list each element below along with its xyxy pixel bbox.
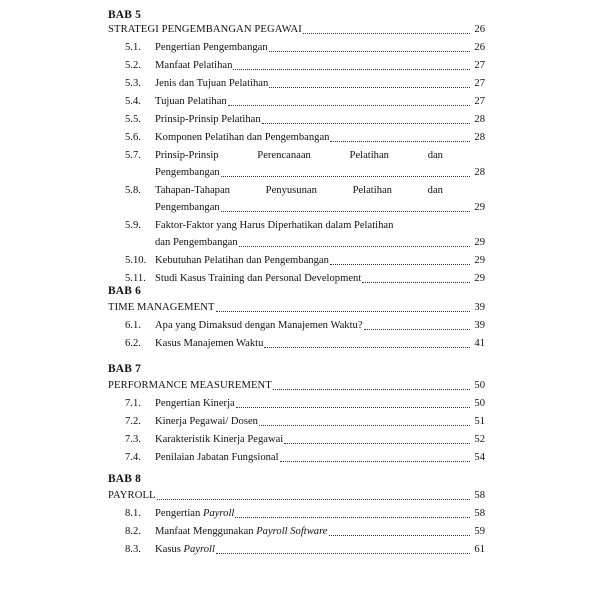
leader-dots — [280, 461, 470, 462]
leader-dots — [284, 443, 470, 444]
toc-item-5-3[interactable] — [125, 79, 485, 90]
title-word: Perencanaan — [257, 150, 311, 161]
page-number: 50 — [474, 398, 485, 409]
page-number: 59 — [474, 526, 485, 537]
item-number: 5.5. — [125, 114, 141, 125]
bab6-label: BAB 6 — [108, 285, 141, 297]
toc-item-5-8-cont[interactable] — [155, 203, 485, 214]
item-number: 5.9. — [125, 220, 141, 231]
title-plain: Kasus — [155, 544, 184, 555]
page-number: 26 — [474, 42, 485, 53]
item-title-justified — [155, 186, 443, 197]
item-title — [155, 545, 215, 556]
leader-dots — [330, 141, 470, 142]
page-number: 28 — [474, 167, 485, 178]
item-title: Pengertian Pengembangan — [155, 42, 268, 53]
leader-dots — [157, 499, 470, 500]
item-title: Jenis dan Tujuan Pelatihan — [155, 78, 269, 89]
page-number: 27 — [474, 78, 485, 89]
page-number: 26 — [474, 24, 485, 35]
toc-item-8-1[interactable] — [125, 509, 485, 520]
item-number: 7.1. — [125, 398, 141, 409]
leader-dots — [264, 347, 470, 348]
item-title-continued: Pengembangan — [155, 202, 220, 213]
leader-dots — [259, 425, 470, 426]
item-number: 5.8. — [125, 185, 141, 196]
chapter-title: PAYROLL — [108, 490, 156, 501]
leader-dots — [221, 211, 470, 212]
item-title: Prinsip-Prinsip Pelatihan — [155, 114, 261, 125]
bab8-label: BAB 8 — [108, 473, 141, 485]
item-title: Faktor-Faktor yang Harus Diperhatikan dalam Pelatihan — [155, 220, 394, 231]
item-title: Tujuan Pelatihan — [155, 96, 227, 107]
item-number: 7.3. — [125, 434, 141, 445]
page-number: 29 — [474, 255, 485, 266]
item-number: 5.1. — [125, 42, 141, 53]
item-number: 5.3. — [125, 78, 141, 89]
toc-item-5-6[interactable] — [125, 133, 485, 144]
page-number: 27 — [474, 60, 485, 71]
title-word: dan — [427, 185, 443, 196]
toc-item-7-2[interactable] — [125, 417, 485, 428]
toc-item-5-7-cont[interactable] — [155, 168, 485, 179]
toc-item-6-1[interactable] — [125, 321, 485, 332]
toc-item-5-10[interactable] — [125, 256, 485, 267]
chapter-title: TIME MANAGEMENT — [108, 302, 215, 313]
item-number: 8.3. — [125, 544, 141, 555]
page-number: 29 — [474, 202, 485, 213]
item-number: 6.2. — [125, 338, 141, 349]
bab6-title-line[interactable] — [108, 303, 485, 314]
item-title: Studi Kasus Training dan Personal Development — [155, 273, 362, 284]
leader-dots — [239, 246, 470, 247]
title-word: Penyusunan — [265, 185, 317, 196]
toc-item-8-2[interactable] — [125, 527, 485, 538]
page-number: 27 — [474, 96, 485, 107]
item-number: 5.10. — [125, 255, 147, 266]
toc-item-7-3[interactable] — [125, 435, 485, 446]
item-title — [155, 527, 328, 538]
title-italic: Payroll Software — [256, 526, 328, 537]
bab7-label: BAB 7 — [108, 363, 141, 375]
item-number: 5.4. — [125, 96, 141, 107]
leader-dots — [364, 329, 470, 330]
item-title: Penilaian Jabatan Fungsional — [155, 452, 279, 463]
bab7-title-line[interactable] — [108, 381, 485, 392]
page-number: 28 — [474, 114, 485, 125]
page-number: 39 — [474, 302, 485, 313]
item-number: 5.6. — [125, 132, 141, 143]
item-number: 5.7. — [125, 150, 141, 161]
toc-item-5-2[interactable] — [125, 61, 485, 72]
leader-dots — [329, 535, 470, 536]
leader-dots — [303, 33, 470, 34]
item-title: Pengertian Kinerja — [155, 398, 235, 409]
bab5-label: BAB 5 — [108, 9, 141, 21]
item-number: 8.1. — [125, 508, 141, 519]
page-number: 52 — [474, 434, 485, 445]
title-word: dan — [427, 150, 443, 161]
chapter-title: STRATEGI PENGEMBANGAN PEGAWAI — [108, 24, 302, 35]
page-number: 54 — [474, 452, 485, 463]
leader-dots — [233, 69, 470, 70]
bab5-title-line[interactable] — [108, 25, 485, 36]
item-title: Karakteristik Kinerja Pegawai — [155, 434, 284, 445]
page-number: 58 — [474, 490, 485, 501]
leader-dots — [262, 123, 470, 124]
leader-dots — [216, 553, 470, 554]
title-word: Tahapan-Tahapan — [155, 185, 230, 196]
item-number: 8.2. — [125, 526, 141, 537]
title-italic: Payroll — [183, 544, 215, 555]
item-title-continued: Pengembangan — [155, 167, 220, 178]
item-title — [155, 509, 234, 520]
page-number: 51 — [474, 416, 485, 427]
item-title-continued: dan Pengembangan — [155, 237, 238, 248]
page-number: 29 — [474, 237, 485, 248]
item-title: Apa yang Dimaksud dengan Manajemen Waktu? — [155, 320, 363, 331]
leader-dots — [330, 264, 470, 265]
item-number: 7.4. — [125, 452, 141, 463]
leader-dots — [235, 517, 470, 518]
leader-dots — [269, 51, 470, 52]
item-number: 7.2. — [125, 416, 141, 427]
title-word: Pelatihan — [352, 185, 392, 196]
item-title: Kebutuhan Pelatihan dan Pengembangan — [155, 255, 329, 266]
toc-item-5-5[interactable] — [125, 115, 485, 126]
leader-dots — [221, 176, 470, 177]
toc-item-5-11[interactable] — [125, 274, 485, 285]
leader-dots — [228, 105, 470, 106]
page-number: 29 — [474, 273, 485, 284]
page-number: 58 — [474, 508, 485, 519]
item-title: Komponen Pelatihan dan Pengembangan — [155, 132, 330, 143]
item-title: Manfaat Pelatihan — [155, 60, 233, 71]
toc-item-8-3[interactable] — [125, 545, 485, 556]
leader-dots — [273, 389, 470, 390]
item-title: Kinerja Pegawai/ Dosen — [155, 416, 258, 427]
item-number: 5.2. — [125, 60, 141, 71]
title-italic: Payroll — [202, 508, 235, 519]
bab8-title-line[interactable] — [108, 491, 485, 502]
title-plain: Manfaat Menggunakan — [155, 526, 257, 537]
item-title: Kasus Manajemen Waktu — [155, 338, 264, 349]
title-plain: Pengertian — [155, 508, 203, 519]
toc-item-5-9-cont[interactable] — [155, 238, 485, 249]
item-number: 6.1. — [125, 320, 141, 331]
leader-dots — [269, 87, 470, 88]
title-word: Prinsip-Prinsip — [155, 150, 219, 161]
page-number: 41 — [474, 338, 485, 349]
toc-item-5-1[interactable] — [125, 43, 485, 54]
title-word: Pelatihan — [349, 150, 389, 161]
toc-item-7-4[interactable] — [125, 453, 485, 464]
page-number: 50 — [474, 380, 485, 391]
leader-dots — [362, 282, 470, 283]
page-number: 61 — [474, 544, 485, 555]
toc-item-5-9[interactable] — [125, 221, 485, 232]
leader-dots — [236, 407, 470, 408]
chapter-title: PERFORMANCE MEASUREMENT — [108, 380, 272, 391]
item-number: 5.11. — [125, 273, 146, 284]
toc-item-6-2[interactable] — [125, 339, 485, 350]
item-title-justified — [155, 151, 443, 162]
toc-item-5-4[interactable] — [125, 97, 485, 108]
leader-dots — [216, 311, 470, 312]
page-number: 39 — [474, 320, 485, 331]
toc-item-7-1[interactable] — [125, 399, 485, 410]
page-number: 28 — [474, 132, 485, 143]
